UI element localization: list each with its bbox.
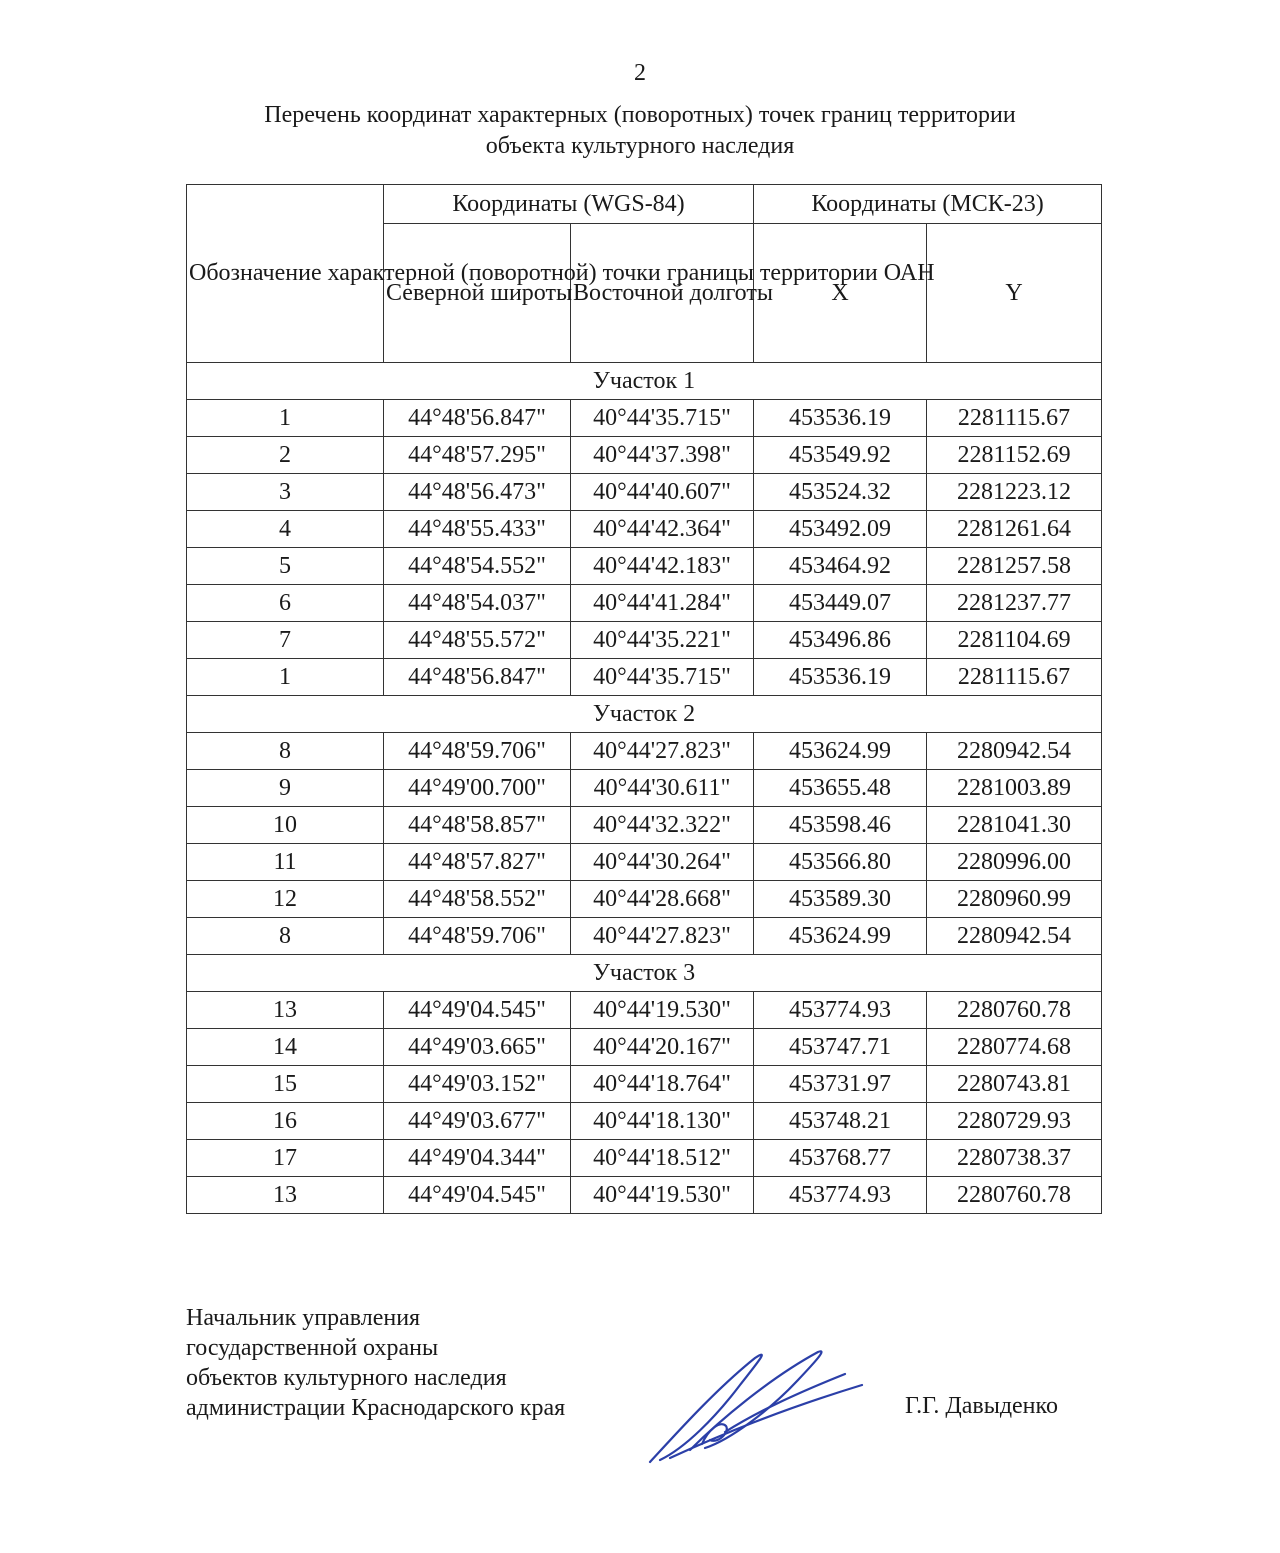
cell-longitude: 40°44'18.512": [571, 1140, 754, 1177]
cell-longitude: 40°44'35.715": [571, 659, 754, 696]
cell-longitude: 40°44'41.284": [571, 585, 754, 622]
cell-y: 2280760.78: [927, 992, 1102, 1029]
cell-y: 2280760.78: [927, 1177, 1102, 1214]
cell-y: 2281261.64: [927, 511, 1102, 548]
cell-longitude: 40°44'30.264": [571, 844, 754, 881]
cell-latitude: 44°49'04.344": [384, 1140, 571, 1177]
cell-point: 9: [187, 770, 384, 807]
cell-y: 2280942.54: [927, 733, 1102, 770]
cell-y: 2281152.69: [927, 437, 1102, 474]
signer-position: [186, 1303, 565, 1423]
table-row: [187, 807, 1102, 844]
table-row: [187, 400, 1102, 437]
page-number: 2: [634, 60, 646, 86]
cell-x: 453731.97: [754, 1066, 927, 1103]
signer-line-3: объектов культурного наследия: [186, 1365, 507, 1391]
cell-y: 2280774.68: [927, 1029, 1102, 1066]
coordinates-table: [186, 184, 1102, 1214]
cell-latitude: 44°49'03.152": [384, 1066, 571, 1103]
signer-line-2: государственной охраны: [186, 1335, 439, 1361]
cell-point: 13: [187, 1177, 384, 1214]
cell-latitude: 44°48'57.827": [384, 844, 571, 881]
table-row: [187, 881, 1102, 918]
cell-x: 453747.71: [754, 1029, 927, 1066]
table-row: [187, 474, 1102, 511]
header-y: Y: [927, 224, 1102, 363]
cell-latitude: 44°48'55.572": [384, 622, 571, 659]
cell-point: 8: [187, 918, 384, 955]
cell-point: 17: [187, 1140, 384, 1177]
cell-latitude: 44°48'55.433": [384, 511, 571, 548]
signer-name: Г.Г. Давыденко: [905, 1393, 1058, 1419]
cell-longitude: 40°44'18.764": [571, 1066, 754, 1103]
section-label: Участок 2: [187, 696, 1102, 733]
cell-longitude: 40°44'35.715": [571, 400, 754, 437]
cell-latitude: 44°48'54.037": [384, 585, 571, 622]
signer-line-4: администрации Краснодарского края: [186, 1395, 566, 1421]
cell-x: 453536.19: [754, 400, 927, 437]
section-row: [187, 696, 1102, 733]
cell-point: 13: [187, 992, 384, 1029]
cell-latitude: 44°48'57.295": [384, 437, 571, 474]
header-wgs84: Координаты (WGS-84): [384, 185, 754, 224]
table-row: [187, 844, 1102, 881]
cell-latitude: 44°48'56.847": [384, 400, 571, 437]
section-label: Участок 1: [187, 363, 1102, 400]
document-title: [150, 100, 1130, 162]
cell-point: 5: [187, 548, 384, 585]
cell-x: 453492.09: [754, 511, 927, 548]
cell-latitude: 44°48'54.552": [384, 548, 571, 585]
table-row: [187, 548, 1102, 585]
section-row: [187, 363, 1102, 400]
cell-y: 2280960.99: [927, 881, 1102, 918]
cell-x: 453536.19: [754, 659, 927, 696]
cell-point: 8: [187, 733, 384, 770]
cell-x: 453774.93: [754, 1177, 927, 1214]
cell-longitude: 40°44'42.364": [571, 511, 754, 548]
cell-point: 12: [187, 881, 384, 918]
cell-x: 453449.07: [754, 585, 927, 622]
cell-latitude: 44°49'04.545": [384, 992, 571, 1029]
cell-x: 453464.92: [754, 548, 927, 585]
cell-latitude: 44°48'59.706": [384, 918, 571, 955]
header-x: X: [754, 224, 927, 363]
cell-x: 453496.86: [754, 622, 927, 659]
title-line-1: Перечень координат характерных (поворотных) точек границ территории: [264, 102, 1016, 128]
cell-longitude: 40°44'27.823": [571, 733, 754, 770]
header-longitude: Восточной долготы: [571, 224, 754, 363]
table-row: [187, 437, 1102, 474]
cell-y: 2281237.77: [927, 585, 1102, 622]
cell-point: 7: [187, 622, 384, 659]
cell-latitude: 44°49'00.700": [384, 770, 571, 807]
cell-y: 2280738.37: [927, 1140, 1102, 1177]
cell-longitude: 40°44'32.322": [571, 807, 754, 844]
cell-latitude: 44°49'04.545": [384, 1177, 571, 1214]
cell-y: 2280942.54: [927, 918, 1102, 955]
table-row: [187, 622, 1102, 659]
header-row-1: [187, 185, 1102, 224]
cell-latitude: 44°49'03.677": [384, 1103, 571, 1140]
signer-line-1: Начальник управления: [186, 1305, 421, 1331]
cell-point: 14: [187, 1029, 384, 1066]
cell-y: 2280743.81: [927, 1066, 1102, 1103]
table-row: [187, 918, 1102, 955]
table-row: [187, 1066, 1102, 1103]
table-row: [187, 585, 1102, 622]
cell-y: 2281257.58: [927, 548, 1102, 585]
cell-x: 453589.30: [754, 881, 927, 918]
section-row: [187, 955, 1102, 992]
cell-latitude: 44°48'58.552": [384, 881, 571, 918]
cell-point: 11: [187, 844, 384, 881]
cell-x: 453768.77: [754, 1140, 927, 1177]
cell-x: 453748.21: [754, 1103, 927, 1140]
cell-latitude: 44°48'56.847": [384, 659, 571, 696]
cell-point: 15: [187, 1066, 384, 1103]
table-row: [187, 511, 1102, 548]
cell-y: 2280996.00: [927, 844, 1102, 881]
cell-point: 2: [187, 437, 384, 474]
cell-longitude: 40°44'35.221": [571, 622, 754, 659]
cell-y: 2281041.30: [927, 807, 1102, 844]
cell-x: 453624.99: [754, 733, 927, 770]
table-row: [187, 659, 1102, 696]
cell-point: 3: [187, 474, 384, 511]
cell-latitude: 44°49'03.665": [384, 1029, 571, 1066]
cell-y: 2281223.12: [927, 474, 1102, 511]
cell-latitude: 44°48'56.473": [384, 474, 571, 511]
cell-point: 6: [187, 585, 384, 622]
cell-x: 453774.93: [754, 992, 927, 1029]
cell-point: 16: [187, 1103, 384, 1140]
cell-point: 1: [187, 400, 384, 437]
title-line-2: объекта культурного наследия: [485, 133, 795, 159]
cell-longitude: 40°44'37.398": [571, 437, 754, 474]
table-row: [187, 1029, 1102, 1066]
cell-point: 1: [187, 659, 384, 696]
table-row: [187, 1140, 1102, 1177]
cell-latitude: 44°48'58.857": [384, 807, 571, 844]
cell-x: 453566.80: [754, 844, 927, 881]
cell-y: 2281104.69: [927, 622, 1102, 659]
cell-longitude: 40°44'27.823": [571, 918, 754, 955]
table-row: [187, 1177, 1102, 1214]
cell-latitude: 44°48'59.706": [384, 733, 571, 770]
cell-point: 4: [187, 511, 384, 548]
cell-longitude: 40°44'19.530": [571, 992, 754, 1029]
cell-y: 2281115.67: [927, 400, 1102, 437]
cell-x: 453549.92: [754, 437, 927, 474]
table-row: [187, 733, 1102, 770]
cell-point: 10: [187, 807, 384, 844]
cell-longitude: 40°44'30.611": [571, 770, 754, 807]
header-point-designation: Обозначение характерной (поворотной) точки границы территории ОАН: [187, 185, 384, 363]
cell-y: 2280729.93: [927, 1103, 1102, 1140]
handwritten-signature: [630, 1340, 880, 1470]
section-label: Участок 3: [187, 955, 1102, 992]
header-latitude: Северной широты: [384, 224, 571, 363]
cell-longitude: 40°44'18.130": [571, 1103, 754, 1140]
cell-x: 453624.99: [754, 918, 927, 955]
cell-longitude: 40°44'42.183": [571, 548, 754, 585]
cell-longitude: 40°44'20.167": [571, 1029, 754, 1066]
cell-y: 2281003.89: [927, 770, 1102, 807]
cell-longitude: 40°44'19.530": [571, 1177, 754, 1214]
cell-x: 453655.48: [754, 770, 927, 807]
cell-longitude: 40°44'40.607": [571, 474, 754, 511]
cell-longitude: 40°44'28.668": [571, 881, 754, 918]
header-msk23: Координаты (МСК-23): [754, 185, 1102, 224]
cell-y: 2281115.67: [927, 659, 1102, 696]
table-row: [187, 770, 1102, 807]
cell-x: 453598.46: [754, 807, 927, 844]
cell-x: 453524.32: [754, 474, 927, 511]
table-row: [187, 1103, 1102, 1140]
table-row: [187, 992, 1102, 1029]
